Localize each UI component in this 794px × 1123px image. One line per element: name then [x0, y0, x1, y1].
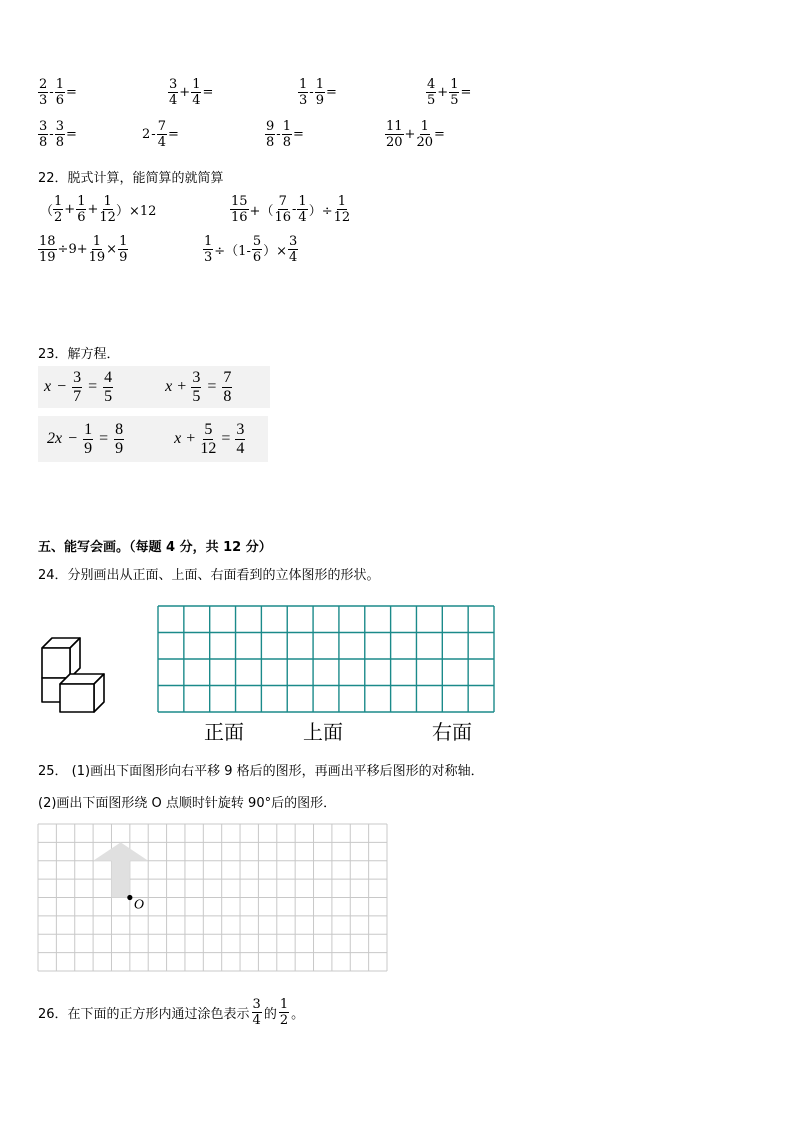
point-o	[127, 895, 132, 900]
denominator: 9	[119, 250, 128, 265]
numerator: 5	[252, 234, 262, 249]
calc-item	[265, 120, 305, 149]
denominator: 8	[223, 387, 232, 405]
operator: -	[49, 85, 54, 100]
denominator: 4	[298, 210, 307, 225]
numerator: 3	[252, 997, 261, 1012]
operator: +	[437, 85, 449, 100]
numerator: 3	[289, 234, 298, 249]
denominator: 9	[115, 439, 124, 457]
operator: -	[309, 85, 314, 100]
question-26-text: 26．在下面的正方形内通过涂色表示	[38, 1007, 250, 1022]
operator: +	[87, 202, 99, 217]
cube-stack-figure	[40, 636, 110, 714]
numerator: 1	[84, 420, 93, 438]
whole-number: 2	[142, 127, 151, 142]
denominator: 6	[55, 93, 64, 108]
question-26-mid: 的	[263, 1007, 277, 1022]
numerator: 1	[420, 119, 429, 134]
numerator: 4	[104, 368, 113, 386]
operator: ÷（1-	[214, 244, 251, 259]
denominator: 12	[99, 210, 116, 225]
denominator: 8	[55, 135, 64, 150]
numerator: 7	[278, 194, 287, 209]
paren: （	[40, 204, 54, 219]
calc-item	[298, 78, 338, 107]
question-22-title: 22．脱式计算，能简算的就简算	[38, 171, 224, 186]
denominator: 4	[192, 93, 201, 108]
denominator: 8	[282, 135, 291, 150]
denominator: 4	[157, 135, 166, 150]
numerator: 1	[315, 77, 324, 92]
equals-sign: =	[221, 430, 231, 447]
calc-item	[385, 120, 446, 149]
equation-box-2	[38, 416, 268, 462]
operator: -	[292, 202, 297, 217]
calc-item	[168, 78, 214, 107]
numerator: 1	[54, 194, 63, 209]
denominator: 5	[427, 93, 436, 108]
expression-22-1	[40, 195, 156, 224]
denominator: 5	[450, 93, 459, 108]
numerator: 3	[39, 119, 48, 134]
denominator: 3	[39, 93, 48, 108]
denominator: 3	[204, 250, 213, 265]
numerator: 5	[204, 420, 213, 438]
denominator: 16	[231, 210, 248, 225]
transform-grid	[37, 823, 388, 972]
numerator: 7	[223, 368, 232, 386]
numerator: 1	[92, 234, 102, 249]
equals-sign: =	[88, 378, 98, 395]
numerator: 1	[204, 234, 213, 249]
numerator: 1	[299, 77, 308, 92]
numerator: 1	[119, 234, 128, 249]
equation-2	[165, 370, 232, 405]
calc-item	[38, 78, 78, 107]
equation-box-1	[38, 366, 270, 408]
question-26-suffix: 。	[291, 1007, 305, 1022]
denominator: 19	[39, 250, 56, 265]
equals-sign: =	[202, 85, 214, 100]
denominator: 20	[416, 135, 433, 150]
operator: +	[179, 85, 191, 100]
equation-4	[174, 422, 245, 457]
variable: x	[174, 430, 182, 447]
denominator: 6	[252, 250, 262, 265]
equals-sign: =	[325, 85, 337, 100]
operator: +	[64, 202, 76, 217]
numerator: 1	[282, 119, 291, 134]
denominator: 5	[104, 387, 113, 405]
numerator: 3	[169, 77, 178, 92]
denominator: 12	[200, 439, 217, 457]
numerator: 3	[73, 368, 82, 386]
denominator: 9	[84, 439, 93, 457]
denominator: 4	[169, 93, 178, 108]
denominator: 5	[192, 387, 201, 405]
equals-sign: =	[207, 378, 217, 395]
label-front-view: 正面	[204, 720, 244, 744]
equals-sign: =	[65, 85, 77, 100]
denominator: 4	[252, 1013, 261, 1028]
denominator: 12	[333, 210, 351, 225]
denominator: 4	[236, 439, 245, 457]
denominator: 4	[289, 250, 298, 265]
numerator: 3	[236, 420, 245, 438]
operator: −	[68, 430, 78, 447]
numerator: 1	[450, 77, 459, 92]
numerator: 18	[39, 234, 56, 249]
denominator: 19	[88, 250, 106, 265]
numerator: 8	[115, 420, 124, 438]
operator: +	[186, 430, 196, 447]
operator: +（	[249, 204, 274, 219]
numerator: 9	[266, 119, 275, 134]
numerator: 1	[279, 997, 289, 1012]
denominator: 8	[39, 135, 48, 150]
question-26	[38, 998, 304, 1027]
operator: ÷9+	[57, 242, 88, 257]
expression-22-3	[38, 235, 128, 264]
arrow-shape	[93, 842, 148, 897]
numerator: 7	[157, 119, 166, 134]
denominator: 2	[54, 210, 63, 225]
numerator: 1	[337, 194, 346, 209]
numerator: 2	[39, 77, 48, 92]
label-top-view: 上面	[303, 720, 343, 744]
variable: x	[44, 378, 52, 395]
equals-sign: =	[99, 430, 109, 447]
operator: ×	[106, 242, 118, 257]
denominator: 16	[274, 210, 291, 225]
numerator: 4	[427, 77, 436, 92]
calc-item	[426, 78, 472, 107]
variable: x	[165, 378, 173, 395]
operator: +	[404, 127, 416, 142]
operator: -	[49, 127, 54, 142]
equals-sign: =	[460, 85, 472, 100]
operator: -	[276, 127, 281, 142]
question-23-title: 23．解方程．	[38, 347, 120, 362]
expression-22-4	[203, 235, 298, 264]
operator: ）÷	[308, 204, 333, 219]
equals-sign: =	[434, 127, 445, 142]
question-25-part1: 25． (1)画出下面图形向右平移 9 格后的图形，再画出平移后图形的对称轴．	[38, 764, 484, 779]
numerator: 1	[103, 194, 112, 209]
equals-sign: =	[292, 127, 304, 142]
equals-sign: =	[65, 127, 77, 142]
label-right-view: 右面	[432, 720, 472, 744]
operator: -	[151, 127, 156, 142]
numerator: 1	[77, 194, 86, 209]
numerator: 15	[231, 194, 248, 209]
variable: 2x	[47, 430, 63, 447]
denominator: 20	[386, 135, 403, 150]
point-o-label: O	[133, 897, 144, 913]
equals-sign: =	[167, 127, 179, 142]
numerator: 1	[55, 77, 64, 92]
denominator: 8	[266, 135, 275, 150]
denominator: 9	[315, 93, 324, 108]
question-25-part2: (2)画出下面图形绕 O 点顺时针旋转 90°后的图形．	[38, 796, 337, 811]
denominator: 3	[299, 93, 308, 108]
numerator: 3	[192, 368, 201, 386]
paren-multiplier: ）×12	[115, 204, 157, 219]
numerator: 11	[386, 119, 403, 134]
expression-22-2	[230, 195, 350, 224]
section-5-title: 五、能写会画。（每题 4 分，共 12 分）	[38, 540, 272, 555]
denominator: 6	[77, 210, 86, 225]
calc-item	[142, 120, 180, 149]
numerator: 3	[55, 119, 64, 134]
operator: −	[57, 378, 67, 395]
equation-3	[47, 422, 124, 457]
question-24-title: 24．分别画出从正面、上面、右面看到的立体图形的形状。	[38, 568, 380, 583]
operator: ）×	[263, 244, 288, 259]
operator: +	[177, 378, 187, 395]
calc-item	[38, 120, 78, 149]
denominator: 2	[279, 1013, 289, 1028]
view-grid	[157, 605, 495, 713]
equation-1	[44, 370, 113, 405]
numerator: 1	[192, 77, 201, 92]
numerator: 1	[298, 194, 307, 209]
denominator: 7	[73, 387, 82, 405]
